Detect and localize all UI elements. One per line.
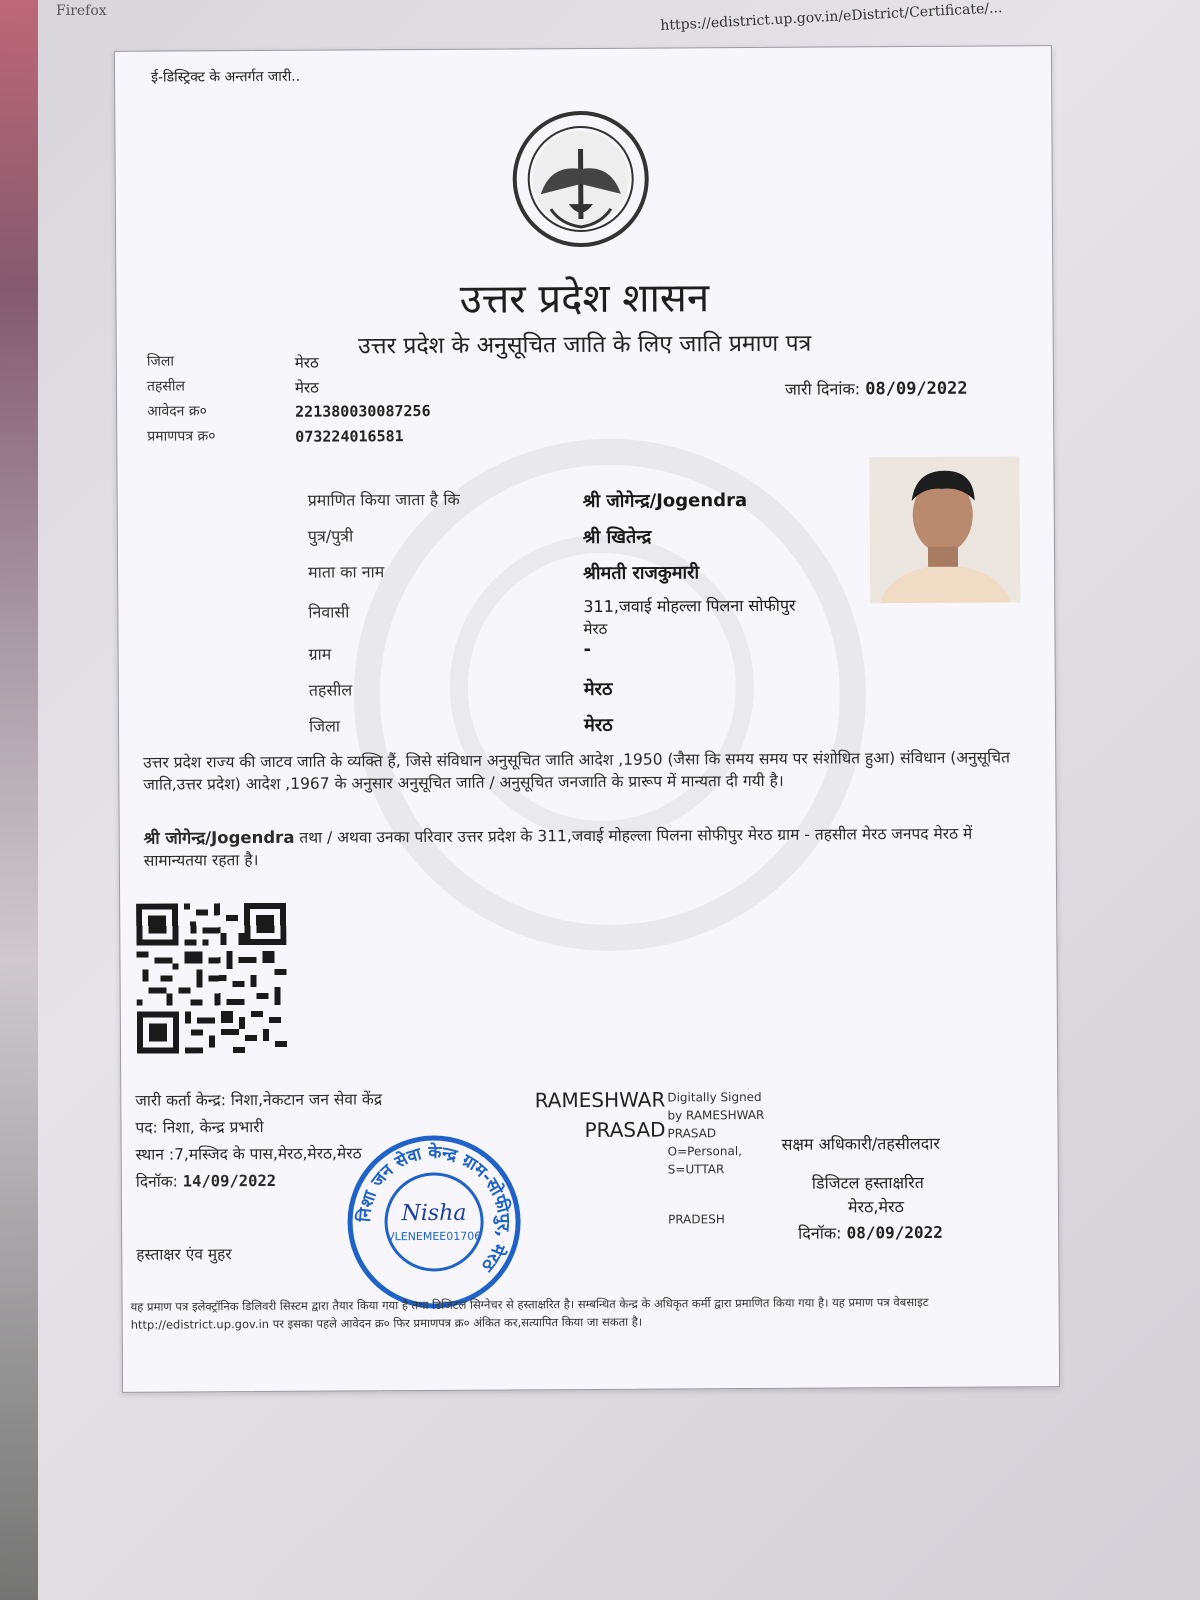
svg-text:निशा जन सेवा केन्द्र ग्राम-सोफ: निशा जन सेवा केन्द्र ग्राम-सोफीपुर, मेरठ [354,1142,514,1275]
authority-date-line [798,1221,943,1244]
field-value-village: - [583,638,592,661]
meta-label-district: जिला [146,353,174,370]
meta-label-tehsil: तहसील [146,378,186,395]
authority-date-label: दिनॉक: [798,1223,842,1243]
background-edge [0,0,38,1600]
certificate-title: उत्तर प्रदेश शासन [459,275,710,323]
field-value-name: श्री जोगेन्द्र/Jogendra [582,490,748,513]
authority-location: मेरठ,मेरठ [847,1197,904,1217]
issuer-post: पद: निशा, केन्द्र प्रभारी [135,1117,264,1137]
applicant-photo [869,456,1020,603]
digital-signature-state: PRADESH [668,1212,725,1227]
certificate-paragraph-caste: उत्तर प्रदेश राज्य की जाटव जाति के व्यक्ति हैं, जिसे संविधान अनुसूचित जाति आदेश ,1950 (जैसा कि समय समय पर संशोधित हुआ) संविधान (अनुसूचित जाति,उत्तर प्रदेश) आदेश ,1967 के अनुसार अनुसूचित जाति / अनुसूचित जनजाति के प्रारूप में मान्यता दी गयी है। [143,748,1010,794]
issued-under-text: ई-डिस्ट्रिक्ट के अन्तर्गत जारी.. [151,68,301,86]
field-label-son-daughter: पुत्र/पुत्री [307,526,354,546]
certificate-paragraph-residence [144,822,1024,871]
meta-label-certificate-no: प्रमाणपत्र क्र० [147,428,216,445]
issuer-place: स्थान :7,मस्जिद के पास,मेरठ,मेरठ,मेरठ [135,1144,362,1164]
field-value-district: मेरठ [583,714,613,737]
authority-designation: सक्षम अधिकारी/तहसीलदार [781,1133,940,1154]
certificate-footer-note: यह प्रमाण पत्र इलेक्ट्रॉनिक डिलिवरी सिस्टम द्वारा तैयार किया गया है तथा डिजिटल सिग्नेचर से हस्ताक्षरित है। सम्बन्धित केन्द्र के अधिकृत कर्मी द्वारा प्रमाणित किया गया है। यह प्रमाण पत्र वेबसाइट http://edistrict.up.gov.in पर इसका पहले आवेदन क्र० फिर प्रमाणपत्र क्र० अंकित कर,सत्यापित किया जा सकता है। [130,1294,929,1332]
field-value-tehsil: मेरठ [583,678,613,701]
field-label-mother: माता का नाम [308,562,385,582]
meta-value-district: मेरठ [294,353,319,372]
qr-code [136,903,287,1054]
field-value-father: श्री खितेन्द्र [582,526,652,549]
issue-date-value: 08/09/2022 [865,378,968,400]
issuer-date-value: 14/09/2022 [182,1171,277,1191]
issue-date-line [785,377,968,400]
paragraph-residence-text: तथा / अथवा उनका परिवार उत्तर प्रदेश के 311,जवाई मोहल्ला पिलना सोफीपुर मेरठ ग्राम - तहसील मेरठ जनपद मेरठ में सामान्यतया रहता है। [143,824,973,870]
meta-label-application-no: आवेदन क्र० [147,403,207,420]
signer-name-line1: RAMESHWAR [534,1087,666,1113]
paragraph-name: श्री जोगेन्द्र/Jogendra [143,827,295,848]
browser-label: Firefox [56,3,107,19]
svg-text:VLENEMEE01706: VLENEMEE01706 [387,1229,482,1244]
digital-signature-details: Digitally Signed by RAMESHWAR PRASAD O=Personal, S=UTTAR [667,1089,765,1177]
field-label-village: ग्राम [308,644,332,664]
browser-url: https://edistrict.up.gov.in/eDistrict/Certificate/... [660,0,1003,34]
field-value-address: 311,जवाई मोहल्ला पिलना सोफीपुर [583,595,796,617]
field-value-address-city: मेरठ [583,619,608,639]
field-label-certified: प्रमाणित किया जाता है कि [307,489,460,510]
authority-date-value: 08/09/2022 [846,1222,943,1243]
field-label-tehsil: तहसील [308,680,353,700]
meta-value-tehsil: मेरठ [294,378,319,397]
svg-text:Nisha: Nisha [401,1200,467,1227]
meta-value-application-no: 221380030087256 [295,401,431,421]
up-govt-emblem-icon [510,109,651,250]
meta-value-certificate-no: 073224016581 [295,427,404,446]
issuer-sign-seal: हस्ताक्षर एंव मुहर [136,1245,232,1264]
issuer-center: जारी कर्ता केन्द्र: निशा,नेकटान जन सेवा केंद्र [135,1090,383,1110]
field-label-district: जिला [308,716,341,736]
issue-date-label: जारी दिनांक: [784,379,861,399]
authority-digital-signed: डिजिटल हस्ताक्षरित [811,1172,924,1193]
certificate-subtitle: उत्तर प्रदेश के अनुसूचित जाति के लिए जाति प्रमाण पत्र [358,330,812,360]
certificate-page [114,45,1060,1393]
signer-name [501,1085,665,1146]
field-label-resident: निवासी [308,602,350,622]
center-stamp-icon [344,1131,525,1312]
signer-name-line2: PRASAD [584,1117,666,1143]
issuer-date-label: दिनॉक: [135,1172,178,1191]
field-value-mother: श्रीमती राजकुमारी [583,562,700,585]
